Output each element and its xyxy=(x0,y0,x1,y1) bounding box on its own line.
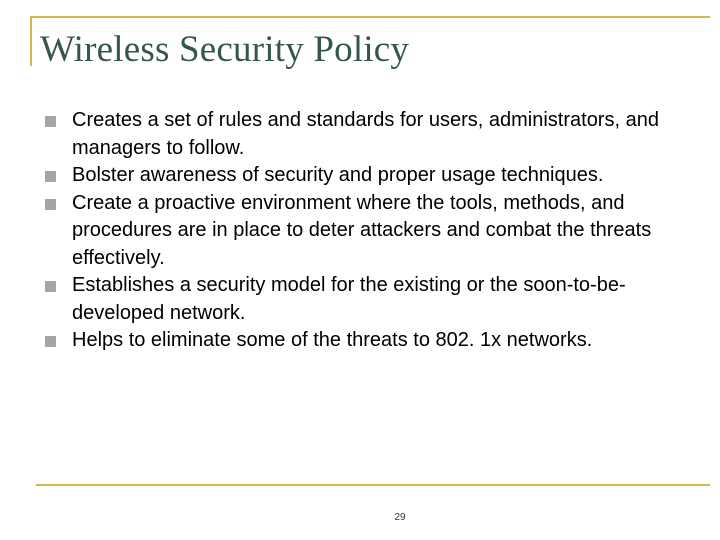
bullet-item xyxy=(45,107,705,162)
slide-title: Wireless Security Policy xyxy=(40,29,410,70)
bullet-list xyxy=(45,107,705,355)
square-bullet-icon xyxy=(45,171,56,182)
bullet-text: Create a proactive environment where the tools, methods, and procedures are in place to deter attackers and combat the threats effectively. xyxy=(72,191,652,269)
square-bullet-icon xyxy=(45,116,56,127)
bullet-item xyxy=(45,190,705,273)
square-bullet-icon xyxy=(45,281,56,292)
bullet-text: Bolster awareness of security and proper usage techniques. xyxy=(72,164,604,186)
bullet-text: Helps to eliminate some of the threats to 802. 1x networks. xyxy=(72,329,593,351)
top-rule xyxy=(30,16,710,18)
bullet-text: Establishes a security model for the existing or the soon-to-be-developed network. xyxy=(72,274,626,324)
square-bullet-icon xyxy=(45,199,56,210)
square-bullet-icon xyxy=(45,336,56,347)
bullet-item xyxy=(45,162,705,190)
bottom-rule xyxy=(36,484,710,486)
bullet-item xyxy=(45,272,705,327)
bullet-text: Creates a set of rules and standards for users, administrators, and managers to follow. xyxy=(72,109,659,159)
bullet-item xyxy=(45,327,705,355)
page-number: 29 xyxy=(394,512,406,523)
left-rule xyxy=(30,16,32,66)
